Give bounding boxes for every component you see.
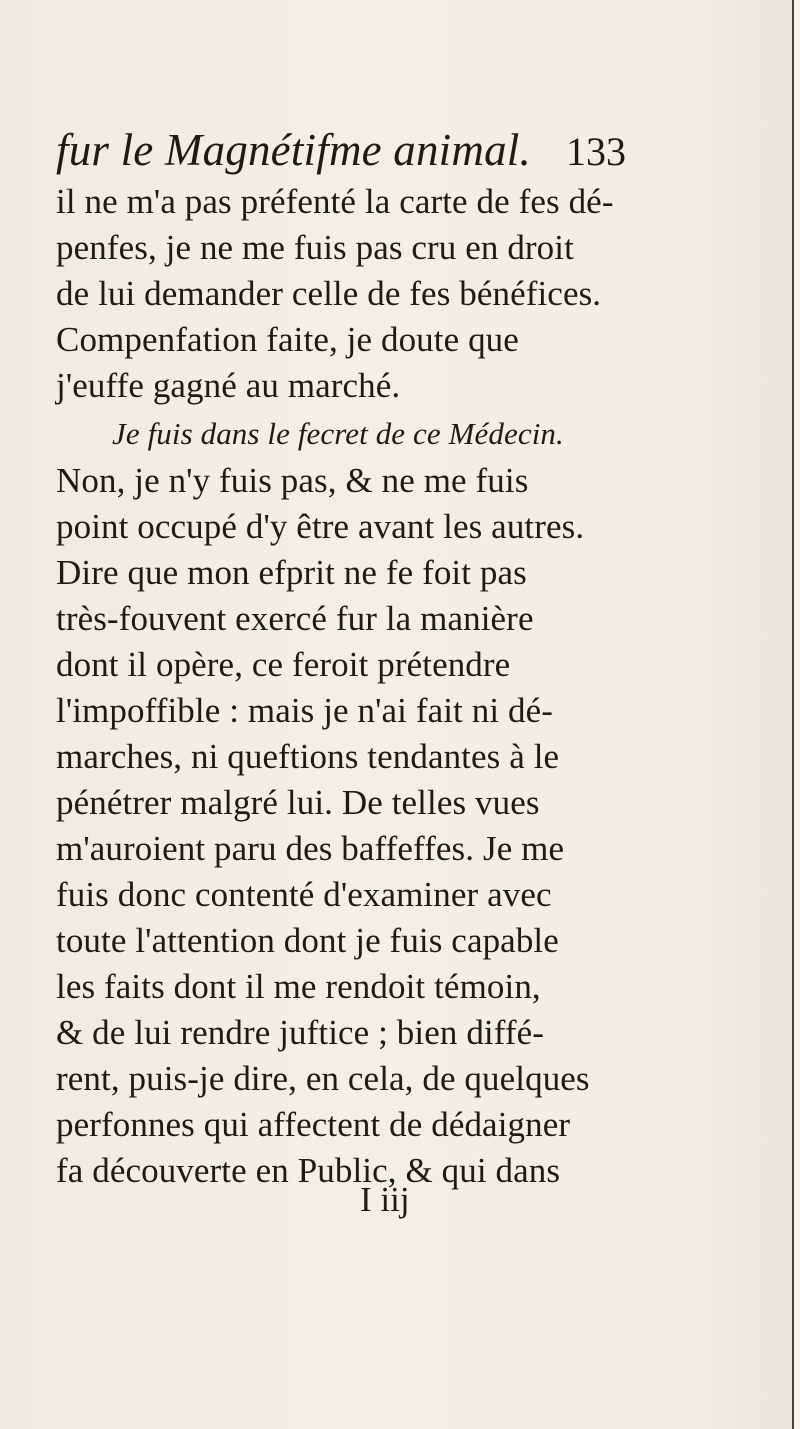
text-line: toute l'attention dont je fuis capable xyxy=(56,921,559,960)
text-line: perfonnes qui affectent de dédaigner xyxy=(56,1105,571,1144)
section-heading: Je fuis dans le fecret de ce Médecin. xyxy=(112,416,564,451)
running-title: fur le Magnétifme animal. xyxy=(56,125,531,175)
text-line: Compenfation faite, je doute que xyxy=(56,320,519,359)
text-line: pénétrer malgré lui. De telles vues xyxy=(56,783,540,822)
page-number: 133 xyxy=(566,129,626,174)
text-line: les faits dont il me rendoit témoin, xyxy=(56,967,541,1006)
text-line: dont il opère, ce feroit prétendre xyxy=(56,645,511,684)
text-line: de lui demander celle de fes bénéfices. xyxy=(56,274,602,313)
text-line: très-fouvent exercé fur la manière xyxy=(56,599,534,638)
text-line: penfes, je ne me fuis pas cru en droit xyxy=(56,228,574,267)
text-line: il ne m'a pas préfenté la carte de fes dé- xyxy=(56,182,614,221)
page-edge xyxy=(794,0,800,1429)
text-line: rent, puis-je dire, en cela, de quelques xyxy=(56,1059,590,1098)
text-line: fa découverte en Public, & qui dans xyxy=(56,1151,561,1190)
text-line: fuis donc contenté d'examiner avec xyxy=(56,875,552,914)
text-line: l'impoffible : mais je n'ai fait ni dé- xyxy=(56,691,553,730)
text-line: marches, ni queftions tendantes à le xyxy=(56,737,560,776)
text-line: & de lui rendre juftice ; bien diffé- xyxy=(56,1013,545,1052)
signature-mark: I iij xyxy=(360,1180,410,1219)
page-edge-shadow xyxy=(792,0,794,1429)
page-header xyxy=(56,118,756,182)
text-line: m'auroient paru des baffeffes. Je me xyxy=(56,829,565,868)
text-line: Dire que mon efprit ne fe foit pas xyxy=(56,553,527,592)
text-line: point occupé d'y être avant les autres. xyxy=(56,507,585,546)
text-line: j'euffe gagné au marché. xyxy=(56,366,401,405)
text-line: Non, je n'y fuis pas, & ne me fuis xyxy=(56,461,529,500)
